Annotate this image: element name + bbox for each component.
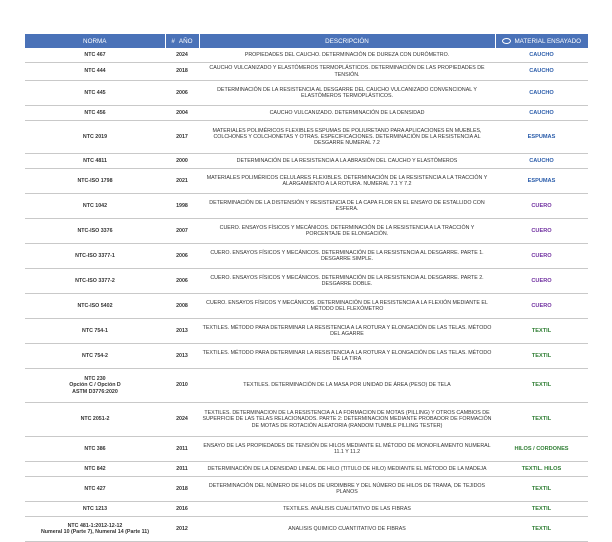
table-row — [25, 462, 588, 477]
table-row — [25, 294, 588, 319]
norma-cell: NTC-ISO 1798 — [25, 169, 165, 194]
norma-cell: NTC 2019 — [25, 121, 165, 154]
header-norma: NORMA — [25, 34, 165, 48]
material-cell: CAUCHO — [495, 63, 588, 81]
descripcion-cell: PROPIEDADES DEL CAUCHO. DETERMINACIÓN DE DUREZA CON DURÓMETRO. — [199, 48, 495, 63]
descripcion-cell: ANALISIS QUIMICO CUANTITATIVO DE FIBRAS — [199, 517, 495, 542]
anio-cell: 2013 — [165, 344, 199, 369]
material-cell: CAUCHO — [495, 81, 588, 106]
table-body — [25, 48, 588, 542]
descripcion-cell: DETERMINACIÓN DE LA RESISTENCIA A LA ABRASIÓN DEL CAUCHO Y ELASTÓMEROS — [199, 154, 495, 169]
material-cell: TEXTIL. HILOS — [495, 462, 588, 477]
table-row — [25, 502, 588, 517]
norma-cell: NTC-ISO 5402 — [25, 294, 165, 319]
anio-cell: 2012 — [165, 517, 199, 542]
norma-cell: NTC 2051-2 — [25, 403, 165, 437]
material-cell: ESPUMAS — [495, 169, 588, 194]
descripcion-cell: MATERIALES POLIMÉRICOS CELULARES FLEXIBLES. DETERMINACIÓN DE LA RESISTENCIA A LA TRACCIÓN Y ALARGAMIENTO A LA ROTURA. NUMERAL 7.1 Y 7.2 — [199, 169, 495, 194]
norma-cell: NTC 481-1:2012-12-12 Numeral 10 (Parte 7), Numeral 14 (Parte 11) — [25, 517, 165, 542]
descripcion-cell: ENSAYO DE LAS PROPIEDADES DE TENSIÓN DE HILOS MEDIANTE EL MÉTODO DE MONOFILAMENTO NUMERAL 11.1 Y 11.2 — [199, 437, 495, 462]
anio-cell: 2011 — [165, 437, 199, 462]
descripcion-cell: CAUCHO VULCANIZADO. DETERMINACIÓN DE LA DENSIDAD — [199, 106, 495, 121]
anio-cell: 2006 — [165, 269, 199, 294]
anio-cell: 2024 — [165, 48, 199, 63]
material-cell: CAUCHO — [495, 48, 588, 63]
header-material-label: MATERIAL ENSAYADO — [514, 37, 582, 45]
table-row — [25, 477, 588, 502]
norma-cell: NTC 427 — [25, 477, 165, 502]
material-cell: CUERO — [495, 294, 588, 319]
norma-cell: NTC 842 — [25, 462, 165, 477]
eye-icon — [502, 38, 511, 44]
material-cell: CAUCHO — [495, 106, 588, 121]
norma-cell: NTC 1213 — [25, 502, 165, 517]
norma-cell: NTC 754-1 — [25, 319, 165, 344]
norma-cell: NTC 386 — [25, 437, 165, 462]
anio-cell: 2024 — [165, 403, 199, 437]
anio-cell: 2018 — [165, 63, 199, 81]
anio-cell: 1998 — [165, 194, 199, 219]
table-row — [25, 437, 588, 462]
table-row — [25, 319, 588, 344]
table-header-row — [25, 34, 588, 48]
anio-cell: 2018 — [165, 477, 199, 502]
descripcion-cell: CUERO. ENSAYOS FÍSICOS Y MECÁNICOS. DETERMINACIÓN DE LA RESISTENCIA AL DESGARRE. PARTE 1. DESGARRE SIMPLE. — [199, 244, 495, 269]
anio-cell: 2011 — [165, 462, 199, 477]
anio-cell: 2016 — [165, 502, 199, 517]
norma-cell: NTC 445 — [25, 81, 165, 106]
descripcion-cell: TEXTILES. DETERMINACION DE LA RESISTENCIA A LA FORMACION DE MOTAS (PILLING) Y OTROS CAMBIOS DE SUPERFICIE DE LAS TELAS RELACIONADOS. PARTE 2: DETERMINACION MEDIANTE PROBADOR DE FORMACIÓN DE MOTAS DE ROTACIÓN ALEATORIA (RANDOM TUMBLE PILLING TESTER) — [199, 403, 495, 437]
anio-cell: 2021 — [165, 169, 199, 194]
table-row — [25, 244, 588, 269]
material-cell: CUERO — [495, 244, 588, 269]
norms-table — [25, 34, 588, 542]
descripcion-cell: TEXTILES. DETERMINACIÓN DE LA MASA POR UNIDAD DE ÁREA (PESO) DE TELA — [199, 369, 495, 403]
descripcion-cell: CUERO. ENSAYOS FÍSICOS Y MECÁNICOS. DETERMINACIÓN DE LA RESISTENCIA A LA TRACCIÓN Y PORCENTAJE DE ELONGACIÓN. — [199, 219, 495, 244]
descripcion-cell: DETERMINACIÓN DE LA RESISTENCIA AL DESGARRE DEL CAUCHO VULCANIZADO CONVENCIONAL Y ELASTÓMEROS TERMOPLÁSTICOS. — [199, 81, 495, 106]
material-cell: CUERO — [495, 219, 588, 244]
norma-cell: NTC 230 Opción C / Opción D ASTM D3776:2020 — [25, 369, 165, 403]
norma-cell: NTC 4811 — [25, 154, 165, 169]
anio-cell: 2006 — [165, 81, 199, 106]
material-cell: CUERO — [495, 194, 588, 219]
descripcion-cell: DETERMINACIÓN DE LA DENSIDAD LINEAL DE HILO (TITULO DE HILO) MEDIANTE EL MÉTODO DE LA MADEJA — [199, 462, 495, 477]
anio-cell: 2004 — [165, 106, 199, 121]
norma-cell: NTC 1042 — [25, 194, 165, 219]
norma-cell: NTC-ISO 3377-1 — [25, 244, 165, 269]
material-cell: TEXTIL — [495, 344, 588, 369]
table-row — [25, 106, 588, 121]
material-cell: TEXTIL — [495, 319, 588, 344]
material-cell: TEXTIL — [495, 477, 588, 502]
table-row — [25, 369, 588, 403]
material-cell: TEXTIL — [495, 517, 588, 542]
table-row — [25, 517, 588, 542]
descripcion-cell: DETERMINACIÓN DE LA DISTENSIÓN Y RESISTENCIA DE LA CAPA FLOR EN EL ENSAYO DE ESTALLIDO CON ESFERA. — [199, 194, 495, 219]
table-row — [25, 194, 588, 219]
material-cell: TEXTIL — [495, 369, 588, 403]
header-anio-label: AÑO — [178, 37, 193, 45]
descripcion-cell: TEXTILES. MÉTODO PARA DETERMINAR LA RESISTENCIA A LA ROTURA Y ELONGACIÓN DE LAS TELAS. MÉTODO DE LA TIRA — [199, 344, 495, 369]
descripcion-cell: CUERO. ENSAYOS FÍSICOS Y MECÁNICOS. DETERMINACIÓN DE LA RESISTENCIA A LA FLEXIÓN MEDIANTE EL MÉTODO DEL FLEXÓMETRO — [199, 294, 495, 319]
table-row — [25, 169, 588, 194]
anio-cell: 2008 — [165, 294, 199, 319]
table-row — [25, 154, 588, 169]
material-cell: ESPUMAS — [495, 121, 588, 154]
descripcion-cell: CAUCHO VULCANIZADO Y ELASTÓMEROS TERMOPLÁSTICOS. DETERMINACIÓN DE LAS PROPIEDADES DE TENSIÓN. — [199, 63, 495, 81]
header-anio — [165, 34, 199, 48]
material-cell: CAUCHO — [495, 154, 588, 169]
table-row — [25, 63, 588, 81]
anio-cell: 2013 — [165, 319, 199, 344]
norma-cell: NTC 754-2 — [25, 344, 165, 369]
norma-cell: NTC 456 — [25, 106, 165, 121]
material-cell: TEXTIL — [495, 502, 588, 517]
descripcion-cell: TEXTILES. MÉTODO PARA DETERMINAR LA RESISTENCIA A LA ROTURA Y ELONGACIÓN DE LAS TELAS. MÉTODO DEL AGARRE — [199, 319, 495, 344]
descripcion-cell: CUERO. ENSAYOS FÍSICOS Y MECÁNICOS. DETERMINACIÓN DE LA RESISTENCIA AL DESGARRE. PARTE 2. DESGARRE DOBLE. — [199, 269, 495, 294]
table-row — [25, 219, 588, 244]
table-row — [25, 403, 588, 437]
norma-cell: NTC-ISO 3377-2 — [25, 269, 165, 294]
table-row — [25, 48, 588, 63]
anio-cell: 2010 — [165, 369, 199, 403]
anio-cell: 2017 — [165, 121, 199, 154]
norma-cell: NTC 467 — [25, 48, 165, 63]
norma-cell: NTC 444 — [25, 63, 165, 81]
header-descripcion: DESCRIPCIÓN — [199, 34, 495, 48]
table-row — [25, 344, 588, 369]
anio-cell: 2000 — [165, 154, 199, 169]
descripcion-cell: TEXTILES. ANÁLISIS CUALITATIVO DE LAS FIBRAS — [199, 502, 495, 517]
descripcion-cell: MATERIALES POLIMÉRICOS FLEXIBLES ESPUMAS DE POLIURETANO PARA APLICACIONES EN MUEBLES, COLCHONES Y COLCHONETAS Y OTRAS. ESPECIFICACIONES. DETERMINACIÓN DE LA RESISTENCIA AL DESGARRE NUMERAL 7.2 — [199, 121, 495, 154]
material-cell: CUERO — [495, 269, 588, 294]
header-material — [495, 34, 588, 48]
hash-icon: # — [171, 37, 175, 45]
material-cell: HILOS / CORDONES — [495, 437, 588, 462]
norma-cell: NTC-ISO 3376 — [25, 219, 165, 244]
descripcion-cell: DETERMINACIÓN DEL NÚMERO DE HILOS DE URDIMBRE Y DEL NÚMERO DE HILOS DE TRAMA, DE TEJIDOS PLANOS — [199, 477, 495, 502]
table-row — [25, 121, 588, 154]
material-cell: TEXTIL — [495, 403, 588, 437]
table-row — [25, 81, 588, 106]
anio-cell: 2006 — [165, 244, 199, 269]
anio-cell: 2007 — [165, 219, 199, 244]
table-row — [25, 269, 588, 294]
